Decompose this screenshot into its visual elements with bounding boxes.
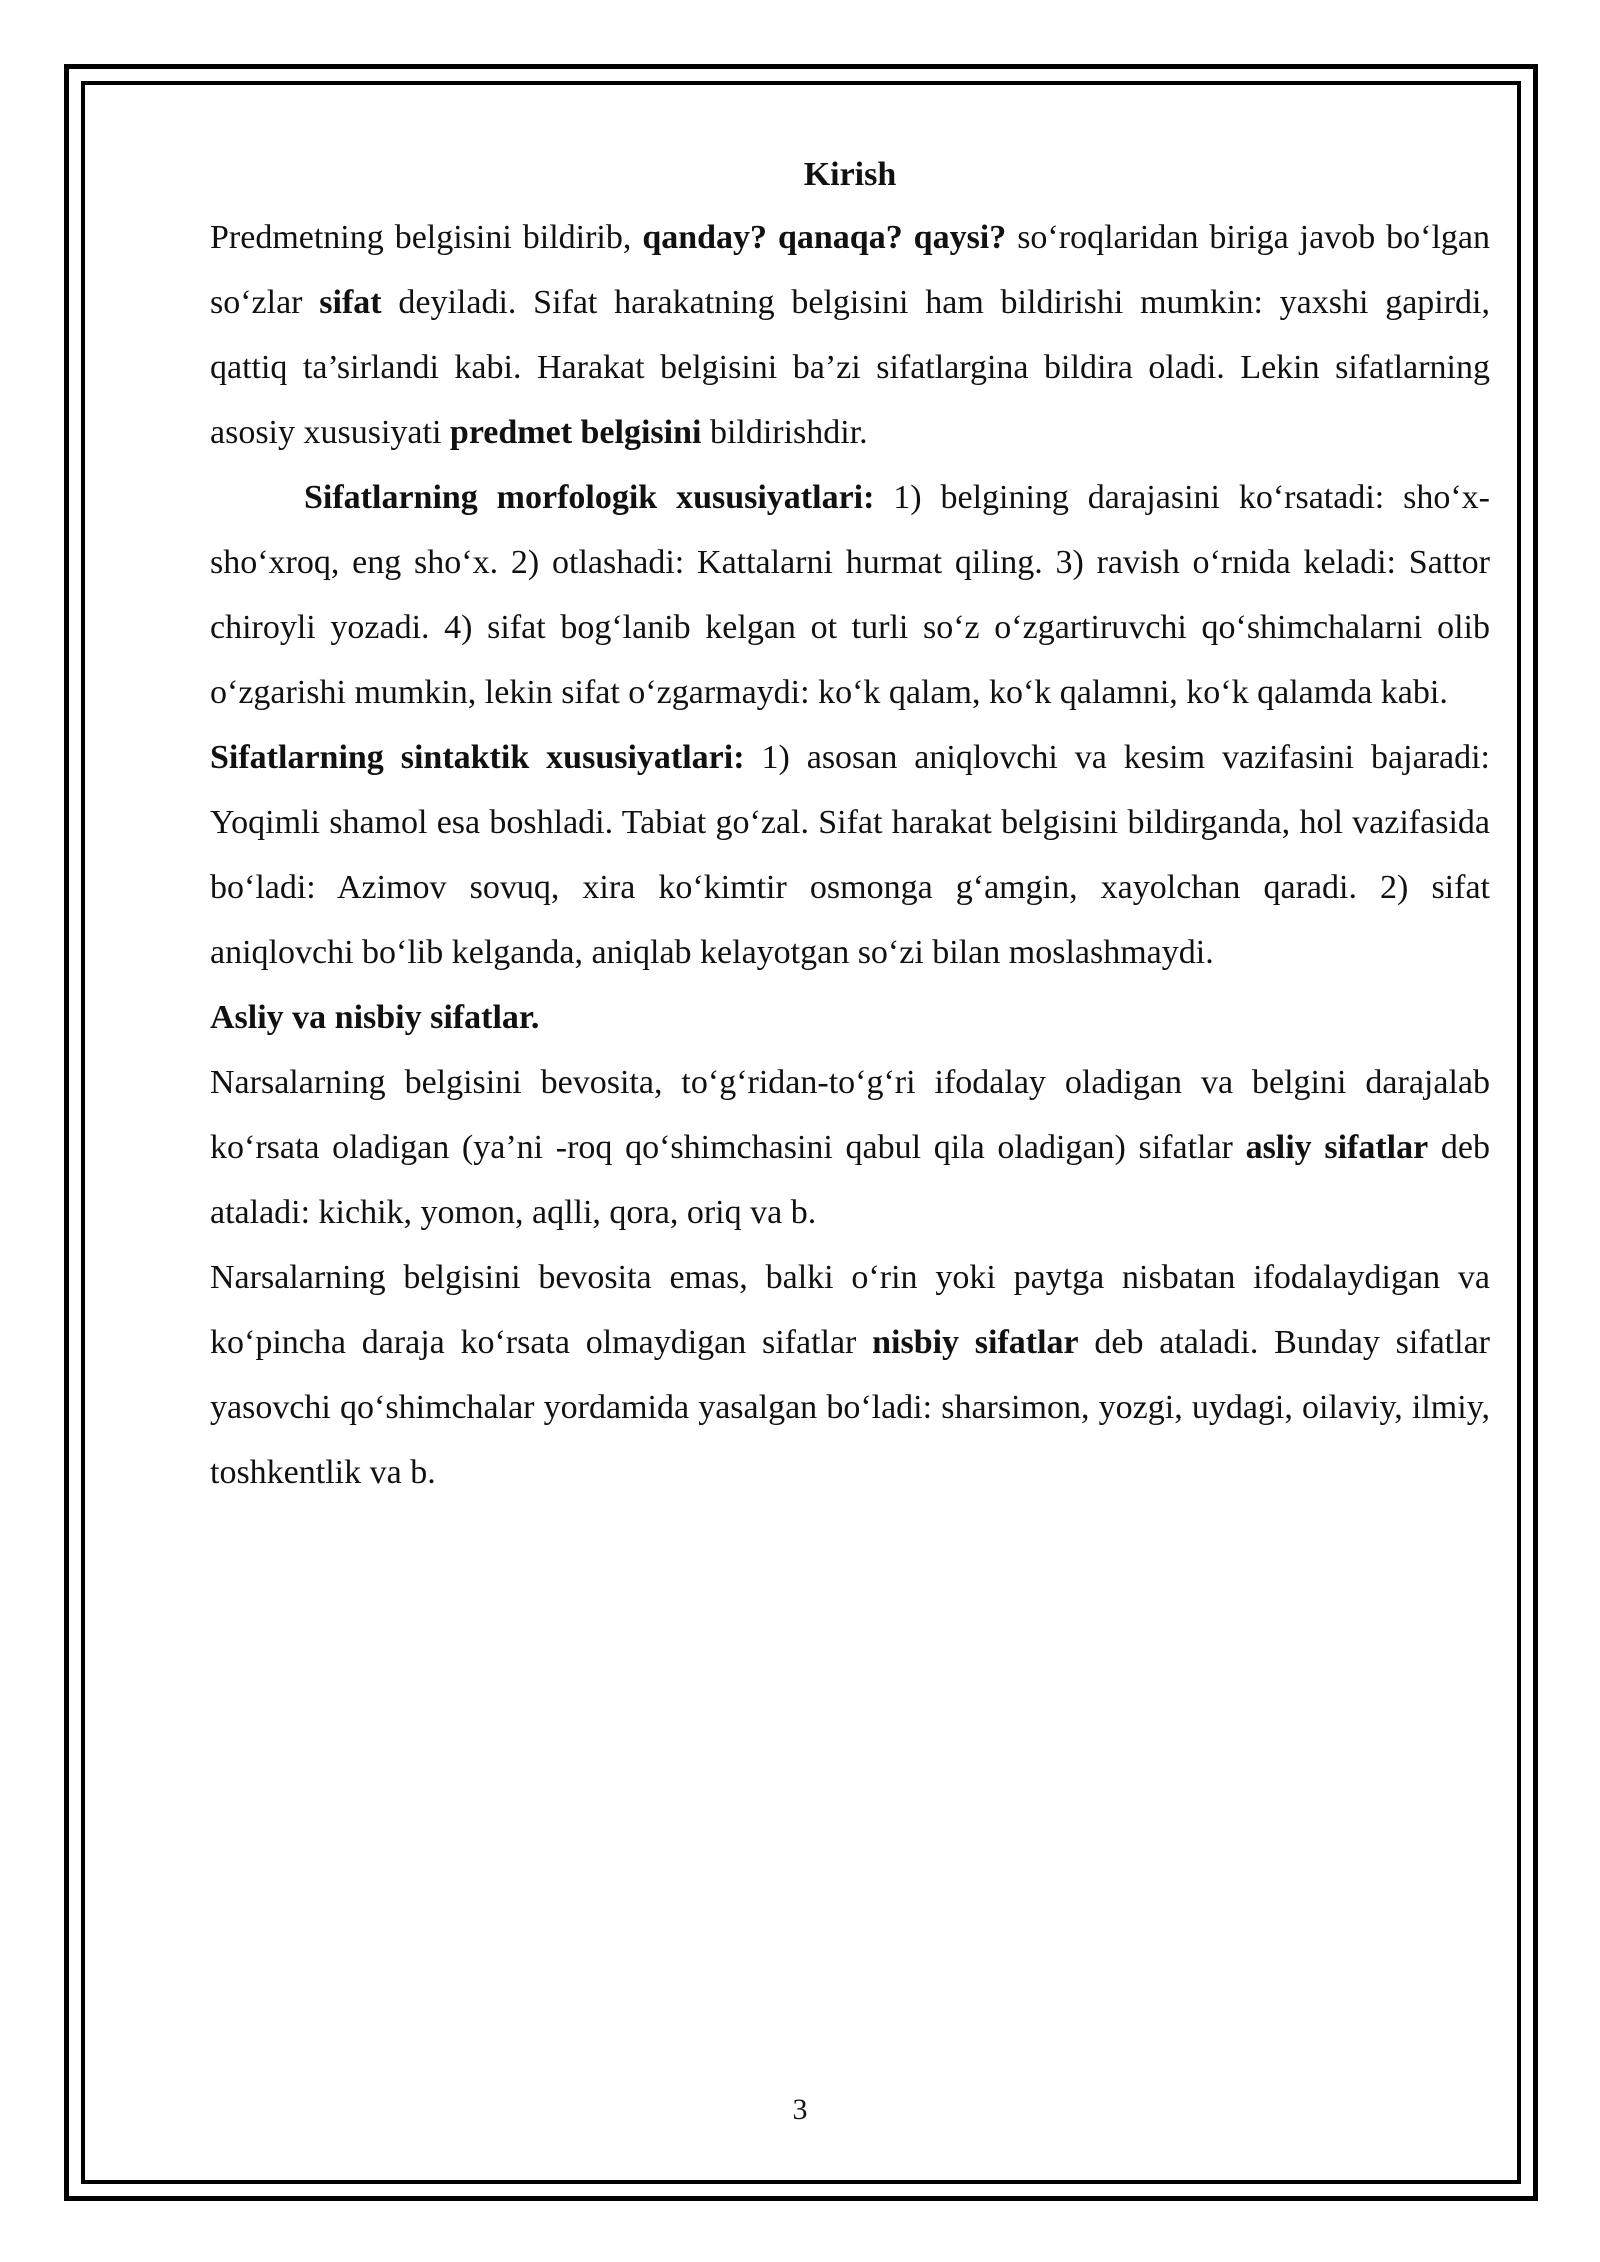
bold-asliy-sifatlar: asliy sifatlar — [1245, 1129, 1429, 1166]
bold-morphology-heading: Sifatlarning morfologik xususiyatlari: — [304, 479, 875, 516]
paragraph-definition — [210, 205, 1490, 465]
paragraph-morphology — [210, 465, 1490, 725]
text-run: bildirishdir. — [701, 414, 868, 451]
page-title: Kirish — [803, 156, 897, 193]
bold-nisbiy-sifatlar: nisbiy sifatlar — [872, 1324, 1079, 1361]
text-run: Narsalarning belgisini bevosita, to‘g‘ridan-to‘g‘ri ifodalay oladigan va belgini darajalab ko‘rsata oladigan (ya’ni -roq qo‘shimchasini qabul qila oladigan) sifatlar — [210, 1064, 1490, 1166]
paragraph-asliy — [210, 1050, 1490, 1245]
bold-predmet-belgisini: predmet belgisini — [449, 414, 702, 451]
text-run: deb ataladi. Bunday sifatlar yasovchi qo‘shimchalar yordamida yasalgan bo‘ladi: sharsimon, yozgi, uydagi, oilaviy, ilmiy, toshkentlik va b. — [210, 1324, 1490, 1491]
text-run: Narsalarning belgisini bevosita emas, balki o‘rin yoki paytga nisbatan ifodalaydigan va ko‘pincha daraja ko‘rsata olmaydigan sifatlar — [210, 1259, 1490, 1361]
bold-term-sifat: sifat — [319, 284, 382, 321]
text-run: 1) belgining darajasini ko‘rsatadi: sho‘x-sho‘xroq, eng sho‘x. 2) otlashadi: Kattalarni hurmat qiling. 3) ravish o‘rnida keladi: Sattor chiroyli yozadi. 4) sifat bog‘lanib kelgan ot turli so‘z o‘zgartiruvchi qo‘shimchalarni olib o‘zgarishi mumkin, lekin sifat o‘zgarmaydi: ko‘k qalam, ko‘k qalamni, ko‘k qalamda kabi. — [210, 479, 1490, 711]
bold-questions: qanday? qanaqa? qaysi? — [642, 219, 1007, 256]
text-run: so‘roqlaridan biriga javob bo‘lgan so‘zlar — [210, 219, 1491, 321]
text-run: 1) asosan aniqlovchi va kesim vazifasini bajaradi: Yoqimli shamol esa boshladi. Tabiat go‘zal. Sifat harakat belgisini bildirganda, hol vazifasida bo‘ladi: Azimov sovuq, xira ko‘kimtir osmonga g‘amgin, xayolchan qaradi. 2) sifat aniqlovchi bo‘lib kelganda, aniqlab kelayotgan so‘zi bilan moslashmaydi. — [210, 739, 1490, 971]
bold-syntax-heading: Sifatlarning sintaktik xususiyatlari: — [210, 739, 745, 776]
page-number: 3 — [792, 2093, 808, 2126]
text-run: deb ataladi: kichik, yomon, aqlli, qora, oriq va b. — [210, 1129, 1491, 1231]
text-run: deyiladi. Sifat harakatning belgisini ham bildirishi mumkin: yaxshi gapirdi, qattiq ta’sirlandi kabi. Harakat belgisini ba’zi sifatlargina bildira oladi. Lekin sifatlarning asosiy xususiyati — [210, 284, 1490, 451]
section-heading: Asliy va nisbiy sifatlar. — [210, 999, 540, 1036]
paragraph-syntax — [210, 725, 1490, 985]
paragraph-nisbiy — [210, 1245, 1490, 1505]
text-run: Predmetning belgisini bildirib, — [210, 219, 643, 256]
document-body — [210, 145, 1490, 1505]
